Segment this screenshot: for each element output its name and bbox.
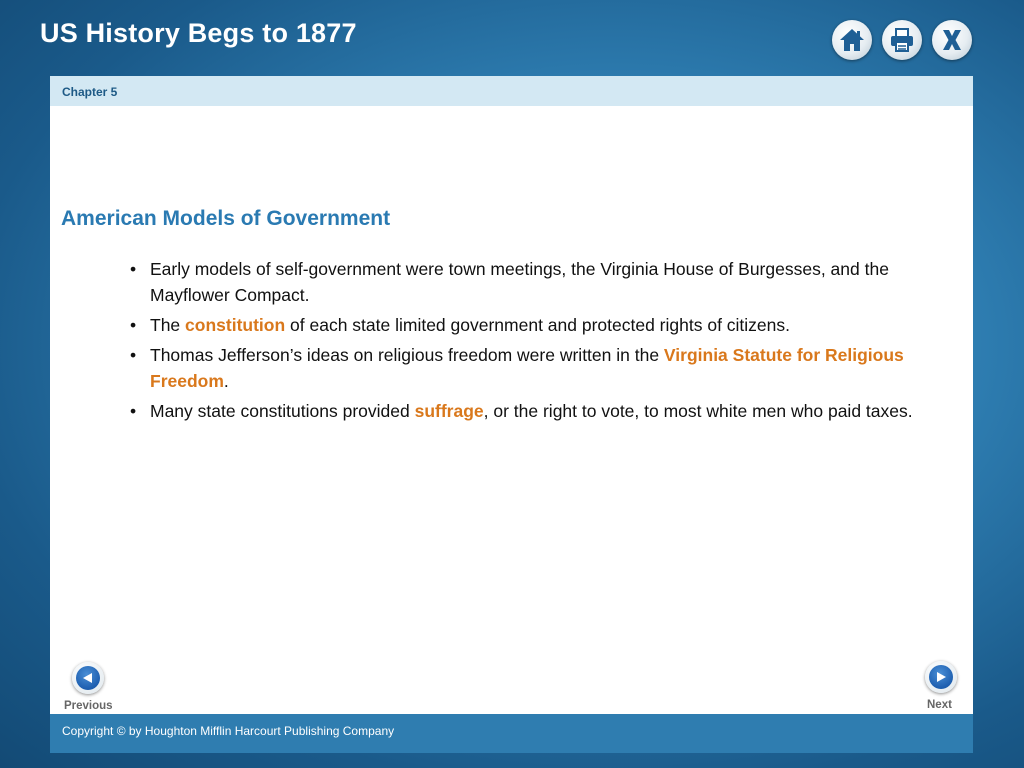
bullet-text: . bbox=[223, 371, 229, 391]
bullet-text: The bbox=[150, 315, 186, 335]
close-icon bbox=[940, 28, 964, 52]
bullet-text: Thomas Jefferson’s ideas on religious freedom were written in the bbox=[150, 345, 664, 365]
highlighted-term: Virginia Statute for Religious Freedom bbox=[150, 345, 904, 391]
previous-label[interactable]: Previous bbox=[64, 700, 113, 712]
chapter-label: Chapter 5 bbox=[62, 85, 118, 99]
arrow-left-icon bbox=[82, 672, 94, 684]
copyright-text: Copyright © by Houghton Mifflin Harcourt Publishing Company bbox=[62, 724, 395, 738]
next-label[interactable]: Next bbox=[927, 699, 952, 711]
highlighted-term: constitution bbox=[185, 315, 286, 335]
bullet-item bbox=[128, 312, 948, 338]
print-button[interactable] bbox=[882, 20, 922, 60]
chapter-bar bbox=[50, 76, 973, 106]
arrow-right-icon bbox=[935, 671, 947, 683]
home-icon bbox=[839, 28, 865, 52]
content-panel bbox=[50, 76, 973, 753]
bullet-text: Many state constitutions provided bbox=[150, 401, 415, 421]
home-button[interactable] bbox=[832, 20, 872, 60]
print-icon bbox=[889, 28, 915, 52]
slide-title: American Models of Government bbox=[61, 207, 391, 230]
previous-button[interactable] bbox=[72, 662, 104, 694]
app-title: US History Begs to 1877 bbox=[40, 18, 357, 48]
next-button[interactable] bbox=[925, 661, 957, 693]
bullet-text: , or the right to vote, to most white men who paid taxes. bbox=[483, 401, 913, 421]
top-toolbar bbox=[832, 20, 972, 60]
close-button[interactable] bbox=[932, 20, 972, 60]
bullet-item bbox=[128, 342, 948, 394]
footer-bar bbox=[50, 714, 973, 753]
highlighted-term: suffrage bbox=[414, 401, 484, 421]
bullet-item bbox=[128, 398, 948, 424]
bullet-text: of each state limited government and protected rights of citizens. bbox=[285, 315, 791, 335]
bullet-text: Early models of self-government were town meetings, the Virginia House of Burgesses, and the Mayflower Compact. bbox=[150, 259, 889, 305]
bullet-list bbox=[128, 256, 948, 428]
bullet-item bbox=[128, 256, 948, 308]
